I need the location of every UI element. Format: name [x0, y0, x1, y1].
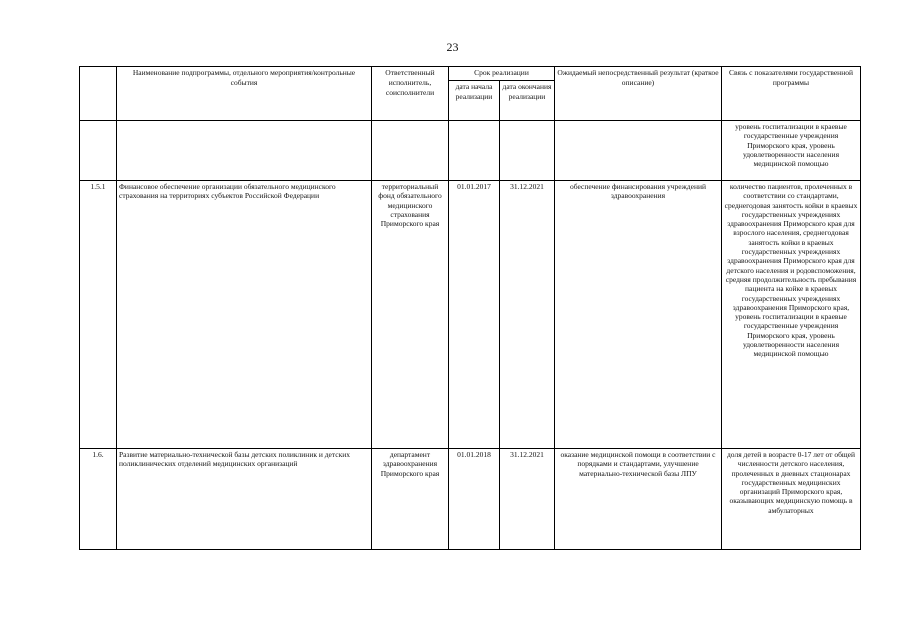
header-executor: Ответственный исполнитель, соисполнители — [372, 67, 449, 121]
row-end-date: 31.12.2021 — [500, 449, 555, 550]
row-indicators: уровень госпитализации в краевые государственные учреждения Приморского края, уровень удовлетворенности населения медицинской помощью — [722, 121, 861, 181]
header-period: Срок реализации — [449, 67, 555, 81]
row-result: обеспечение финансирования учреждений здравоохранения — [555, 181, 722, 449]
table-row-1-5-1 — [80, 181, 861, 449]
row-number: 1.6. — [80, 449, 117, 550]
row-number: 1.5.1 — [80, 181, 117, 449]
row-result: оказание медицинской помощи в соответствии с порядками и стандартами, улучшение материально-технической базы ЛПУ — [555, 449, 722, 550]
header-name: Наименование подпрограммы, отдельного мероприятия/контрольные события — [117, 67, 372, 121]
table-row-continuation — [80, 121, 861, 181]
row-result — [555, 121, 722, 181]
row-name: Развитие материально-технической базы детских поликлиник и детских поликлинических отделений медицинских организаций — [117, 449, 372, 550]
row-number — [80, 121, 117, 181]
row-end-date — [500, 121, 555, 181]
row-name — [117, 121, 372, 181]
header-start: дата начала реализации — [449, 81, 500, 121]
row-name: Финансовое обеспечение организации обязательного медицинского страхования на территориях субъектов Российской Федерации — [117, 181, 372, 449]
row-start-date — [449, 121, 500, 181]
row-indicators: количество пациентов, пролеченных в соответствии со стандартами, среднегодовая занятость койки в краевых государственных учреждениях здравоохранения Приморского края для взрослого населения, среднегодовая занятость койки в краевых государственных учреждениях здравоохранения Приморского края для детского населения и родовспоможения, средняя продолжительность пребывания пациента на койке в краевых государственных учреждениях здравоохранения Приморского края, уровень госпитализации в краевые государственные учреждения Приморского края, уровень удовлетворенности населения медицинской помощью — [722, 181, 861, 449]
page-number: 23 — [446, 40, 459, 54]
row-end-date: 31.12.2021 — [500, 181, 555, 449]
row-executor: департамент здравоохранения Приморского края — [372, 449, 449, 550]
row-executor: территориальный фонд обязательного медицинского страхования Приморского края — [372, 181, 449, 449]
row-start-date: 01.01.2018 — [449, 449, 500, 550]
program-table — [79, 66, 861, 550]
header-link: Связь с показателями государственной программы — [722, 67, 861, 121]
row-executor — [372, 121, 449, 181]
row-indicators: доля детей в возрасте 0-17 лет от общей численности детского населения, пролеченных в дневных стационарах государственных медицинских организаций Приморского края, оказывающих медицинскую помощь в амбулаторных — [722, 449, 861, 550]
header-number — [80, 67, 117, 121]
row-start-date: 01.01.2017 — [449, 181, 500, 449]
header-result: Ожидаемый непосредственный результат (краткое описание) — [555, 67, 722, 121]
table-row-1-6 — [80, 449, 861, 550]
header-end: дата окончания реализации — [500, 81, 555, 121]
